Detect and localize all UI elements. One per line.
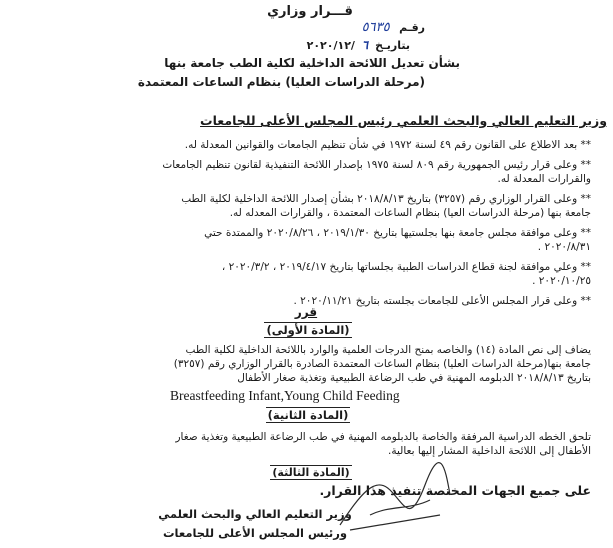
preamble-line: والقرارات المعدلة له. xyxy=(497,173,591,185)
article-1-line: جامعة بنها(مرحلة الدراسات العليا) بنظام الساعات المعتمدة الصادرة بالقرار الوزاري رقم (٣٢٥٧) xyxy=(173,358,591,370)
subject-line-2: (مرحلة الدراسات العليا) بنظام الساعات المعتمدة xyxy=(137,75,425,89)
date-label: بتاريـخ xyxy=(375,39,410,52)
preamble-block xyxy=(31,138,591,308)
preamble-line: ** وعلى موافقة مجلس جامعة بنها بجلستيها بتاريخ ٢٠١٩/١/٣٠ ، ٢٠٢٠/٨/٢٦ والممتدة حتي xyxy=(204,227,591,239)
article-2-body xyxy=(31,430,591,458)
article-1-english-term: Breastfeeding Infant,Young Child Feeding xyxy=(170,388,400,403)
subject-line-1: بشأن تعديل اللائحة الداخلية لكلية الطب جامعة بنها xyxy=(164,56,460,70)
preamble-line: ٢٠٢٠/٨/٣١ . xyxy=(537,241,591,253)
date-handwritten: ٦ xyxy=(361,38,369,52)
preamble-line: ٢٠٢٠/١٠/٢٥ . xyxy=(532,275,591,287)
preamble-line: ** وعلى قرار رئيس الجمهورية رقم ٨٠٩ لسنة ١٩٧٥ بإصدار اللائحة التنفيذية لقانون تنظيم الجامعات xyxy=(162,159,591,171)
preamble-line: جامعة بنها (مرحلة الدراسات العيا) بنظام الساعات المعتمدة ، والقرارات المعدله له. xyxy=(229,207,591,219)
article-3-title: (المادة الثالثة) xyxy=(272,466,350,479)
signature-line-1: وزير التعليم العالي والبحث العلمي xyxy=(158,507,352,521)
article-2-line: الأطفال إلى اللائحة الداخلية المشار إليها بعالية. xyxy=(388,445,591,457)
article-1-line: بتاريخ ٢٠١٨/٨/١٣ الدبلومه المهنية في طب الرضاعة الطبيعية وتغذية صغار الأطفال xyxy=(237,372,591,384)
handwritten-signature xyxy=(330,455,460,540)
article-3-body: على جميع الجهات المختصة تنفيذ هذا القرار. xyxy=(319,483,591,498)
article-2-line: تلحق الخطه الدراسية المرفقة والخاصة بالدبلومه المهنية في طب الرضاعة الطبيعية وتغذية صغار xyxy=(175,431,591,443)
article-2-title: (المادة الثانية) xyxy=(267,408,349,422)
article-1-body xyxy=(31,343,591,385)
signature-line-2: ورئيس المجلس الأعلى للجامعات xyxy=(162,526,348,540)
preamble-line: ** بعد الاطلاع على القانون رقم ٤٩ لسنة ١٩٧٢ في شأن تنظيم الجامعات والقوانين المعدلة له. xyxy=(184,139,591,151)
decree-number-row xyxy=(285,20,425,35)
minister-heading: وزير التعليم العالي والبحث العلمي رئيس المجلس الأعلى للجامعات xyxy=(200,113,607,128)
decree-number-handwritten: ٥٦٣٥ xyxy=(361,20,390,35)
article-1-title: (المادة الأولى) xyxy=(266,323,350,337)
date-value: /٢٠٢٠/١٢ xyxy=(306,39,355,52)
decree-title: قـــرار وزاري xyxy=(267,4,353,19)
decree-date-row xyxy=(250,38,410,52)
article-1-line: يضاف إلى نص المادة (١٤) والخاصه بمنح الدرجات العلمية والوارد باللائحة الداخلية لكلية الطب xyxy=(185,344,591,356)
preamble-line: ** وعلي موافقة لجنة قطاع الدراسات الطبية بجلساتها بتاريخ ٢٠١٩/٤/١٧ ، ٢٠٢٠/٣/٢ ، xyxy=(221,261,591,273)
number-label: رقـم xyxy=(399,21,425,34)
preamble-line: ** وعلى القرار الوزاري رقم (٣٢٥٧) بتاريخ ٢٠١٨/٨/١٣ بشأن إصدار اللائحة الداخلية لكلية الطب xyxy=(181,193,591,205)
preamble-line: ** وعلى قرار المجلس الأعلى للجامعات بجلسته بتاريخ ٢٠٢٠/١١/٢١ . xyxy=(293,295,591,307)
decided-heading: قرر xyxy=(294,305,318,319)
